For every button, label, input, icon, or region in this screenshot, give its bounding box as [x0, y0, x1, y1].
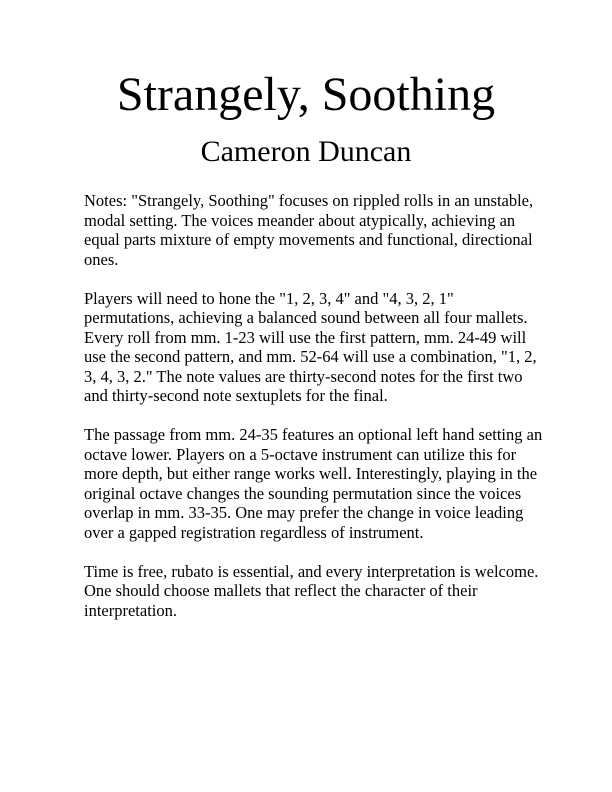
paragraph-octave: The passage from mm. 24-35 features an optional left hand setting an octave lower. Players on a 5-octave instrument can utilize this for more depth, but either range works well. Interestingly, playing in the original octave changes the sounding permutation since the voices overlap in mm. 33-35. One may prefer the change in voice leading over a gapped registration regardless of instrument.: [84, 425, 543, 542]
notes-body: [84, 191, 544, 640]
author-name: Cameron Duncan: [200, 135, 412, 168]
paragraph-notes: Notes: "Strangely, Soothing" focuses on rippled rolls in an unstable, modal setting. The voices meander about atypically, achieving an equal parts mixture of empty movements and functional, directional ones.: [84, 191, 534, 269]
page-title: Strangely, Soothing: [116, 68, 496, 121]
paragraph-permutations: Players will need to hone the "1, 2, 3, 4" and "4, 3, 2, 1" permutations, achieving a balanced sound between all four mallets. Every roll from mm. 1-23 will use the first pattern, mm. 24-49 will use the second pattern, and mm. 52-64 will use a combination, "1, 2, 3, 4, 3, 2." The note values are thirty-second notes for the first two and thirty-second note sextuplets for the final.: [84, 288, 537, 405]
paragraph-interpretation: Time is free, rubato is essential, and every interpretation is welcome. One should choose mallets that reflect the character of their interpretation.: [84, 561, 539, 620]
